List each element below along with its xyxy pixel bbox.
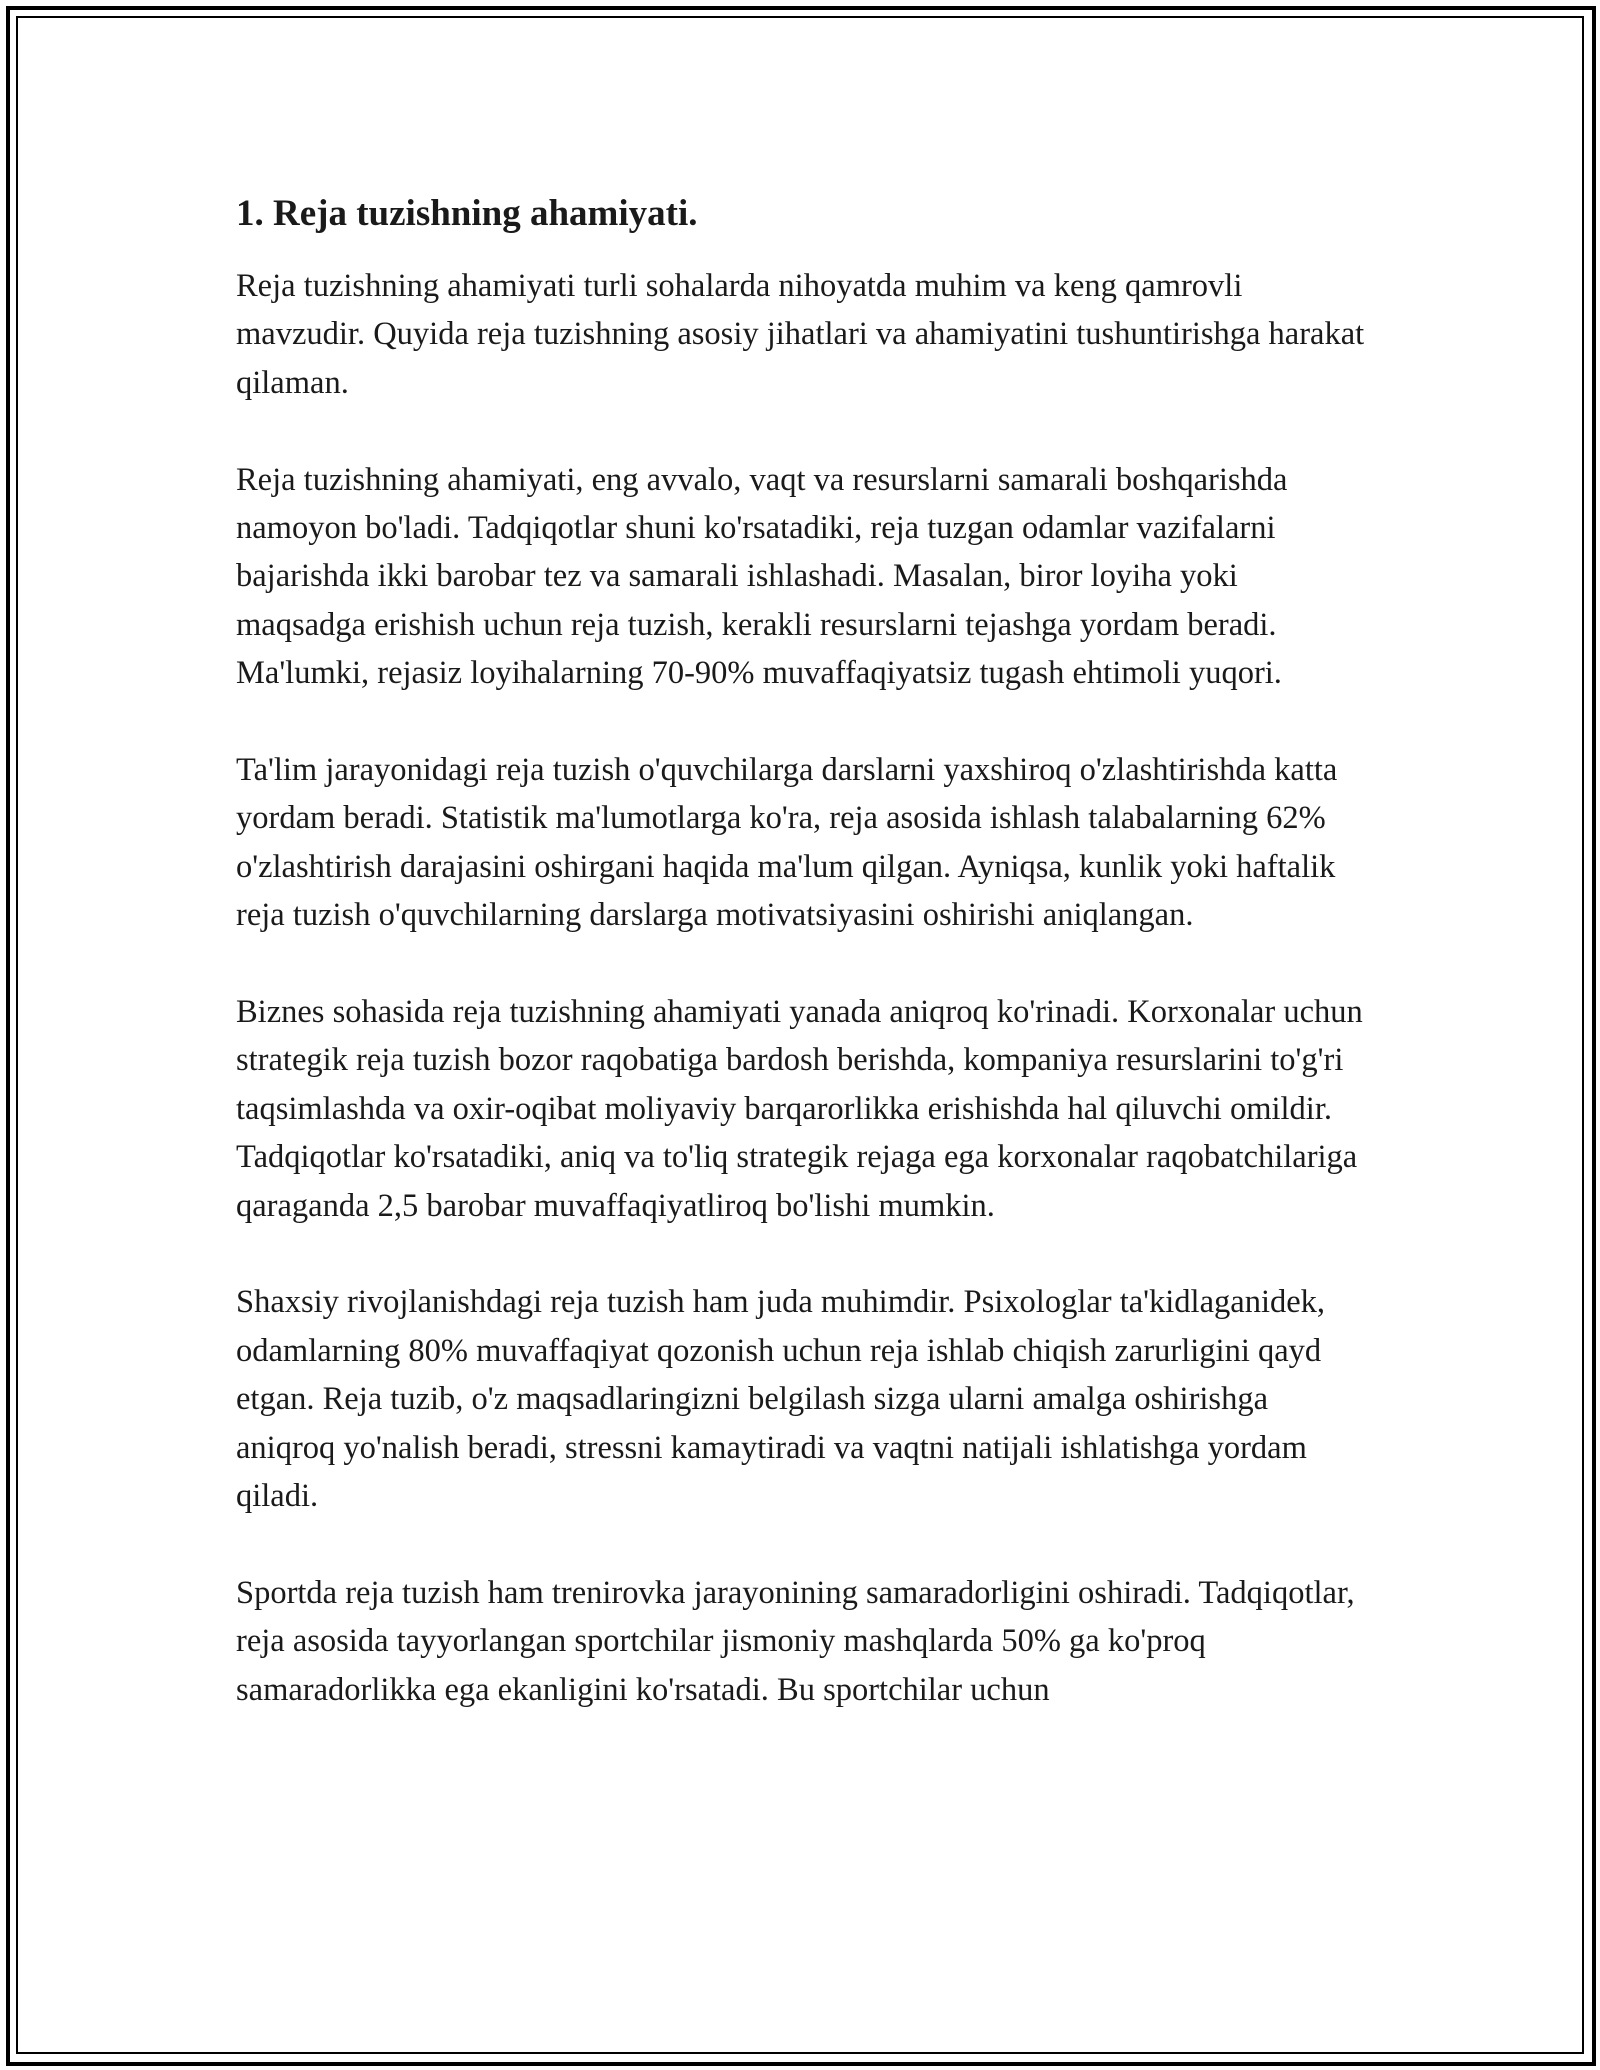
- section-heading: 1. Reja tuzishning ahamiyati.: [236, 193, 698, 234]
- document-body: [236, 186, 1366, 1763]
- paragraph-personal: Shaxsiy rivojlanishdagi reja tuzish ham juda muhimdir. Psixologlar ta'kidlaganidek, odamlarning 80% muvaffaqiyat qozonish uchun reja ishlab chiqish zarurligini qayd etgan. Reja tuzib, o'z maqsadlaringizni belgilash sizga ularni amalga oshirishga aniqroq yo'nalish beradi, stressni kamaytiradi va vaqtni natijali ishlatishga yordam qiladi.: [236, 1284, 1326, 1515]
- paragraph-business: Biznes sohasida reja tuzishning ahamiyati yanada aniqroq ko'rinadi. Korxonalar uchun strategik reja tuzish bozor raqobatiga bardosh berishda, kompaniya resurslarini to'g'ri taqsimlashda va oxir-oqibat moliyaviy barqarorlikka erishishda hal qiluvchi omildir. Tadqiqotlar ko'rsatadiki, aniq va to'liq strategik rejaga ega korxonalar raqobatchilariga qaraganda 2,5 barobar muvaffaqiyatliroq bo'lishi mumkin.: [236, 994, 1363, 1224]
- paragraph-education: Ta'lim jarayonidagi reja tuzish o'quvchilarga darslarni yaxshiroq o'zlashtirishda katta yordam beradi. Statistik ma'lumotlarga ko'ra, reja asosida ishlash talabalarning 62% o'zlashtirish darajasini oshirgani haqida ma'lum qilgan. Ayniqsa, kunlik yoki haftalik reja tuzish o'quvchilarning darslarga motivatsiyasini oshirishi aniqlangan.: [236, 752, 1338, 934]
- paragraph-sport: Sportda reja tuzish ham trenirovka jarayonining samaradorligini oshiradi. Tadqiqotlar, reja asosida tayyorlangan sportchilar jismoniy mashqlarda 50% ga ko'proq samaradorlikka ega ekanligini ko'rsatadi. Bu sportchilar uchun: [236, 1574, 1355, 1708]
- paragraph-resources: Reja tuzishning ahamiyati, eng avvalo, vaqt va resurslarni samarali boshqarishda namoyon bo'ladi. Tadqiqotlar shuni ko'rsatadiki, reja tuzgan odamlar vazifalarni bajarishda ikki barobar tez va samarali ishlashadi. Masalan, biror loyiha yoki maqsadga erishish uchun reja tuzish, kerakli resurslarni tejashga yordam beradi. Ma'lumki, rejasiz loyihalarning 70-90% muvaffaqiyatsiz tugash ehtimoli yuqori.: [236, 461, 1288, 692]
- paragraph-intro: Reja tuzishning ahamiyati turli sohalarda nihoyatda muhim va keng qamrovli mavzudir. Quyida reja tuzishning asosiy jihatlari va ahamiyatini tushuntirishga harakat qilaman.: [236, 268, 1365, 401]
